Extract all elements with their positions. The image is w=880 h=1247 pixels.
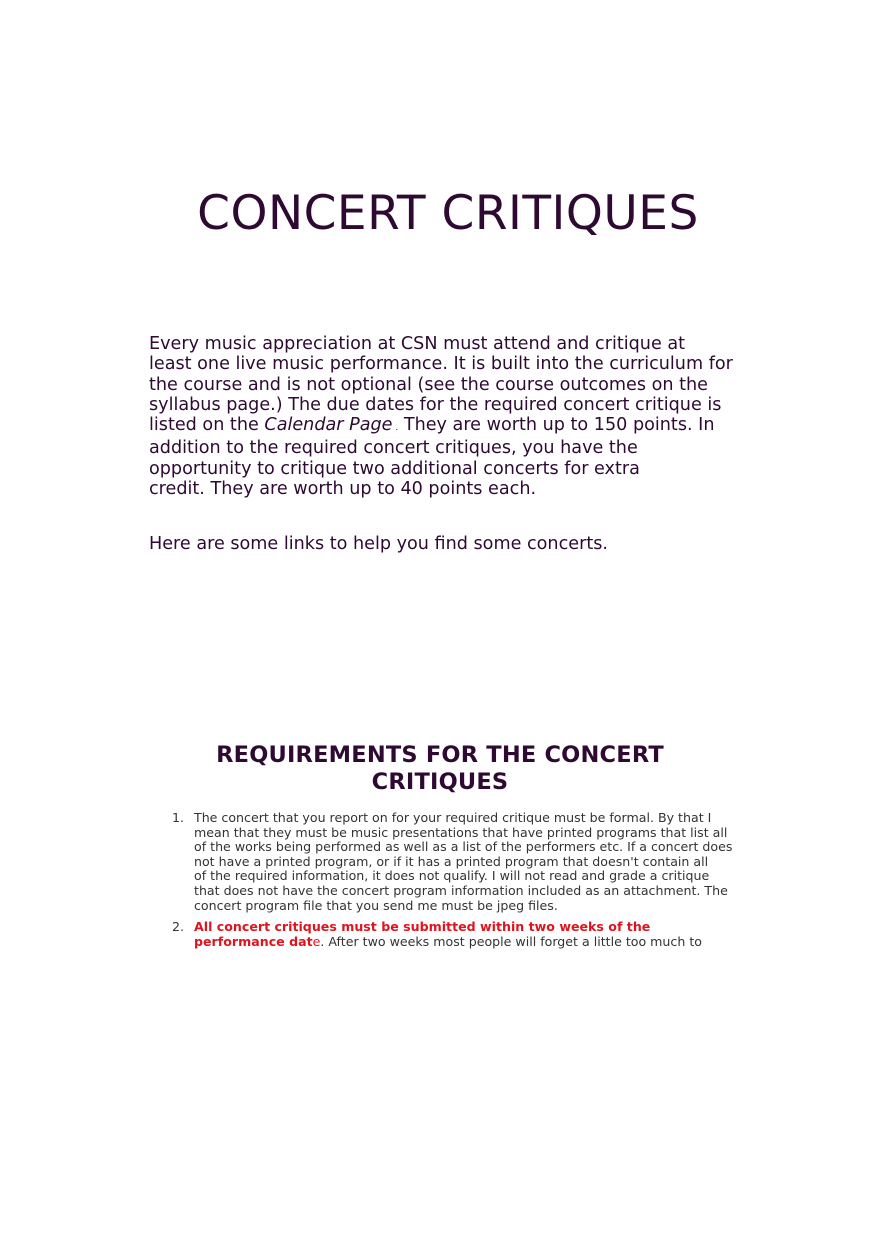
- requirement-number: 1.: [172, 810, 185, 825]
- requirements-list: [170, 811, 740, 956]
- concert-links-text: Here are some links to help you find some concerts.: [149, 534, 608, 554]
- requirement-line: The concert that you report on for your required critique must be formal. By that I: [194, 810, 712, 825]
- requirement-line: not have a printed program, or if it has a printed program that doesn't contain all: [194, 853, 709, 869]
- intro-paragraph: [149, 334, 749, 499]
- requirements-heading-line: REQUIREMENTS FOR THE CONCERT: [216, 742, 664, 768]
- intro-line: the course and is not optional (see the course outcomes on the: [149, 374, 709, 395]
- intro-line: opportunity to critique two additional concerts for extra: [149, 458, 640, 479]
- requirement-deadline-emphasis: All concert critiques must be submitted within two weeks of the: [194, 919, 651, 935]
- requirement-item: [170, 920, 740, 949]
- intro-text: .: [392, 423, 399, 434]
- requirement-line: concert program file that you send me must be jpeg files.: [194, 897, 558, 913]
- requirement-line: mean that they must be music presentations that have printed programs that list all: [194, 824, 728, 840]
- intro-text: listed on the: [149, 415, 265, 436]
- intro-line: Every music appreciation at CSN must attend and critique at: [149, 334, 686, 354]
- requirement-line: that does not have the concert program information included as an attachment. The: [194, 882, 728, 898]
- page-title: CONCERT CRITIQUES: [197, 186, 699, 241]
- requirement-deadline-tail: e: [312, 933, 321, 949]
- intro-line: addition to the required concert critiques, you have the: [149, 438, 638, 459]
- intro-text: They are worth up to 150 points. In: [398, 415, 715, 436]
- calendar-page-link[interactable]: Calendar Page: [264, 415, 393, 436]
- intro-line: [149, 415, 715, 435]
- requirements-heading-line: CRITIQUES: [371, 769, 509, 795]
- requirement-item: [170, 811, 740, 913]
- intro-line: credit. They are worth up to 40 points each.: [149, 479, 537, 500]
- requirement-line: . After two weeks most people will forget a little too much to: [320, 933, 702, 949]
- intro-line: syllabus page.) The due dates for the required concert critique is: [149, 394, 722, 415]
- requirement-number: 2.: [172, 919, 185, 935]
- intro-line: least one live music performance. It is built into the curriculum for: [149, 354, 733, 375]
- requirement-deadline-emphasis: performance dat: [194, 933, 313, 949]
- requirement-line: of the required information, it does not qualify. I will not read and grade a critique: [194, 868, 710, 884]
- requirements-heading: [200, 742, 680, 796]
- requirement-line: of the works being performed as well as a list of the performers etc. If a concert does: [194, 839, 733, 855]
